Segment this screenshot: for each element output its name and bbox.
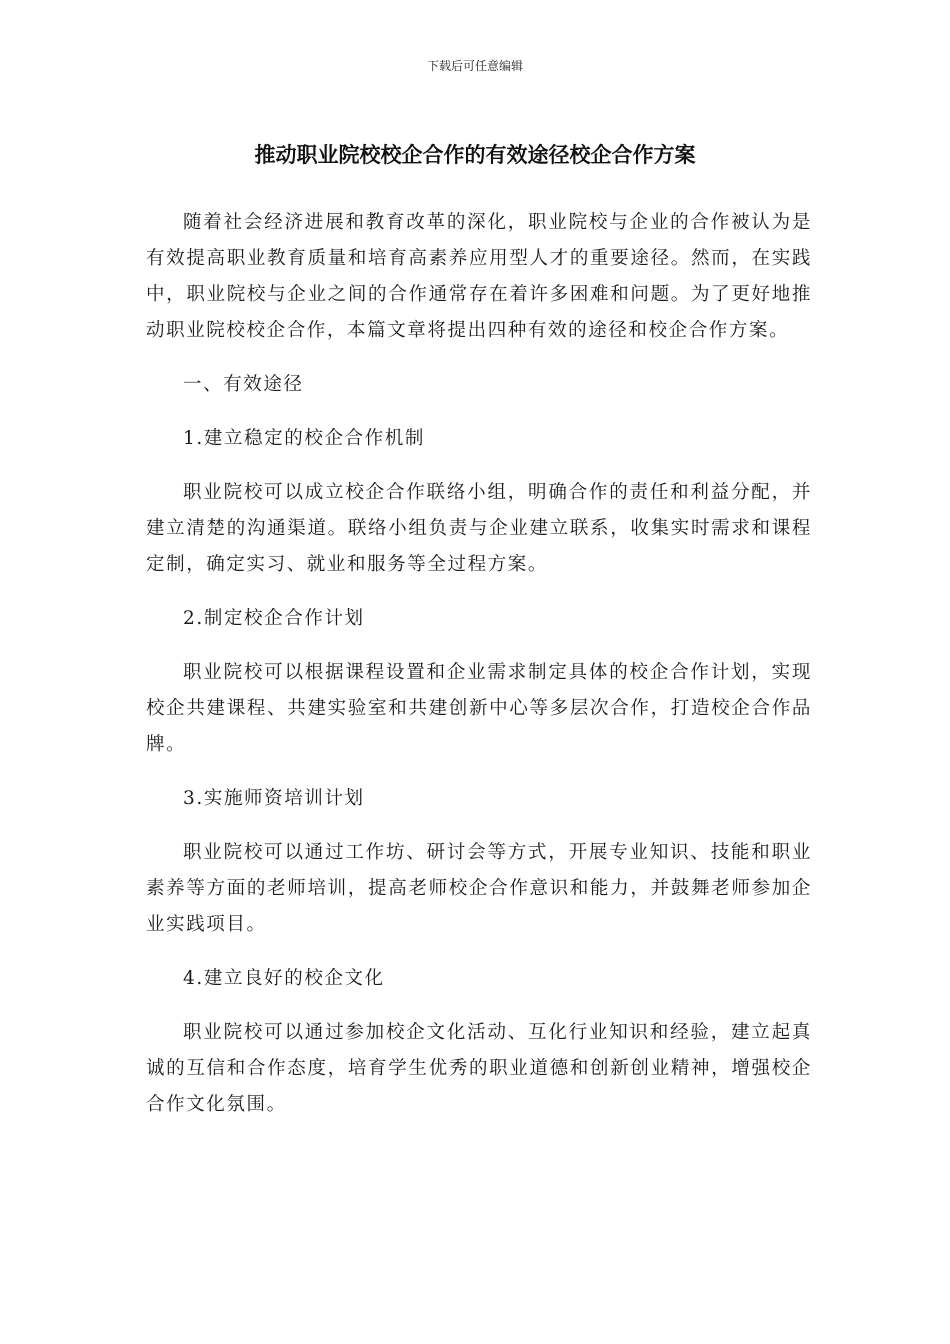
paragraph-1: 职业院校可以成立校企合作联络小组，明确合作的责任和利益分配，并建立清楚的沟通渠道。联络小组负责与企业建立联系，收集实时需求和课程定制，确定实习、就业和服务等全过程方案。 xyxy=(146,482,812,575)
subheading-3: 3.实施师资培训计划 xyxy=(183,788,365,809)
document-body xyxy=(146,205,812,1123)
paragraph-2: 职业院校可以根据课程设置和企业需求制定具体的校企合作计划，实现校企共建课程、共建实验室和共建创新中心等多层次合作，打造校企合作品牌。 xyxy=(146,662,812,755)
document-title: 推动职业院校校企合作的有效途径校企合作方案 xyxy=(254,143,696,167)
subheading-4: 4.建立良好的校企文化 xyxy=(183,968,385,989)
intro-paragraph: 随着社会经济进展和教育改革的深化，职业院校与企业的合作被认为是有效提高职业教育质量和培育高素养应用型人才的重要途径。然而，在实践中，职业院校与企业之间的合作通常存在着许多困难和问题。为了更好地推动职业院校校企合作，本篇文章将提出四种有效的途径和校企合作方案。 xyxy=(146,212,812,341)
paragraph-4: 职业院校可以通过参加校企文化活动、互化行业知识和经验，建立起真诚的互信和合作态度，培育学生优秀的职业道德和创新创业精神，增强校企合作文化氛围。 xyxy=(146,1022,812,1115)
section-heading: 一、有效途径 xyxy=(183,374,304,395)
paragraph-3: 职业院校可以通过工作坊、研讨会等方式，开展专业知识、技能和职业素养等方面的老师培训，提高老师校企合作意识和能力，并鼓舞老师参加企业实践项目。 xyxy=(146,842,812,935)
subheading-2: 2.制定校企合作计划 xyxy=(183,608,365,629)
subheading-1: 1.建立稳定的校企合作机制 xyxy=(183,428,425,449)
header-note: 下载后可任意编辑 xyxy=(426,59,523,73)
